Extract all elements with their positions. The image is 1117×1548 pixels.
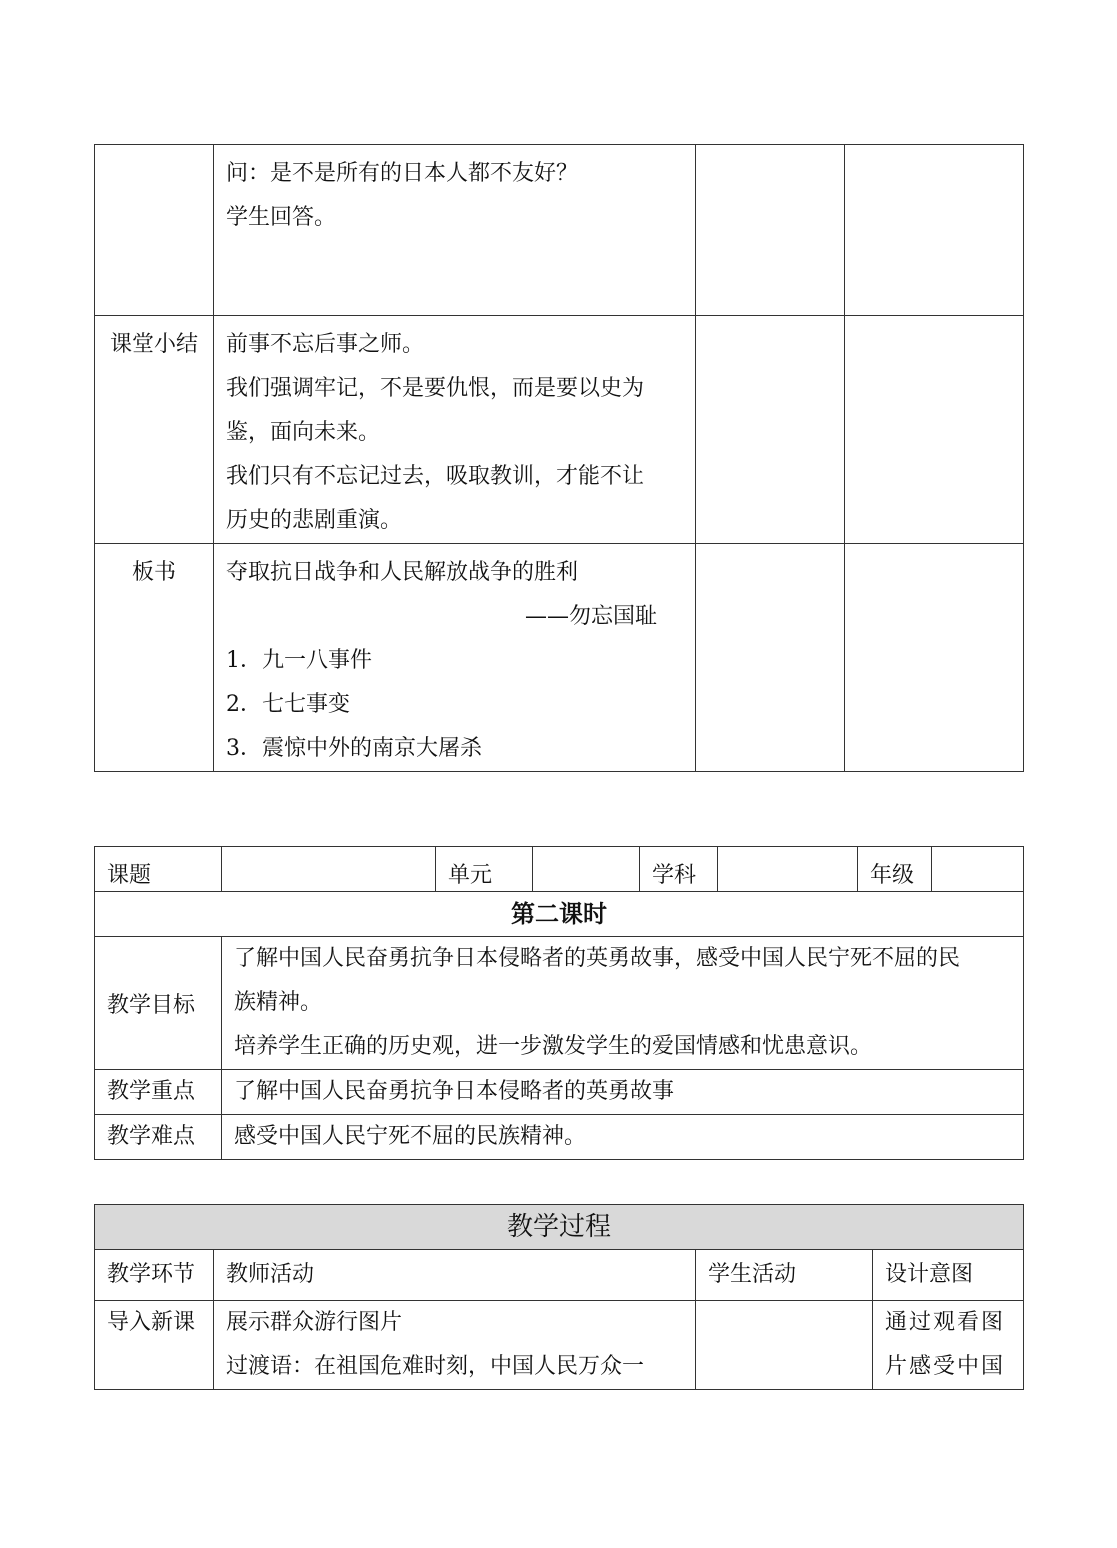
topic-value — [222, 847, 436, 892]
row-label: 课堂小结 — [95, 316, 214, 544]
content-cell — [214, 145, 696, 316]
list-item: 2．七七事变 — [226, 692, 350, 717]
subject-label: 学科 — [640, 847, 718, 892]
table-row — [95, 1070, 1024, 1115]
list-item: 1．九一八事件 — [226, 648, 372, 673]
empty-cell — [696, 544, 845, 772]
text-line: 前事不忘后事之师。 — [226, 332, 425, 357]
row-label: 板书 — [95, 544, 214, 772]
column-header: 教师活动 — [214, 1250, 696, 1301]
blackboard-cell — [214, 544, 696, 772]
text-line: 我们只有不忘记过去，吸取教训，才能不让 — [226, 464, 645, 489]
empty-cell — [845, 316, 1024, 544]
blackboard-subtitle: ——勿忘国耻 — [524, 604, 657, 629]
stage-cell: 导入新课 — [95, 1301, 214, 1390]
text-line: 历史的悲剧重演。 — [226, 508, 403, 533]
difficulties-label: 教学难点 — [95, 1115, 222, 1160]
lesson-plan-table-continued — [94, 144, 1024, 772]
table-row — [95, 937, 1024, 1070]
column-header: 设计意图 — [873, 1250, 1024, 1301]
topic-label: 课题 — [95, 847, 222, 892]
column-header-row — [95, 1250, 1024, 1301]
text-line: 族精神。 — [234, 990, 323, 1015]
goals-label: 教学目标 — [95, 937, 222, 1070]
key-points-label: 教学重点 — [95, 1070, 222, 1115]
subject-value — [718, 847, 858, 892]
table-row — [95, 1115, 1024, 1160]
table-row — [95, 1301, 1024, 1390]
table-row — [95, 544, 1024, 772]
table-row — [95, 145, 1024, 316]
teaching-process-table — [94, 1204, 1024, 1390]
column-header: 学生活动 — [696, 1250, 873, 1301]
empty-cell — [845, 145, 1024, 316]
text-line: 了解中国人民奋勇抗争日本侵略者的英勇故事，感受中国人民宁死不屈的民 — [234, 946, 961, 971]
row-label — [95, 145, 214, 316]
empty-cell — [845, 544, 1024, 772]
empty-cell — [696, 316, 845, 544]
goals-cell — [222, 937, 1024, 1070]
student-activity-cell — [696, 1301, 873, 1390]
teacher-activity-cell — [214, 1301, 696, 1390]
unit-value — [533, 847, 640, 892]
section-title-row — [95, 892, 1024, 937]
text-line: 鉴，面向未来。 — [226, 420, 381, 445]
section-title: 第二课时 — [95, 892, 1024, 937]
text-line: 学生回答。 — [226, 205, 337, 230]
grade-value — [932, 847, 1024, 892]
blackboard-title: 夺取抗日战争和人民解放战争的胜利 — [226, 560, 579, 585]
text-line: 通过观看图 — [885, 1310, 1006, 1335]
title-row — [95, 1205, 1024, 1250]
unit-label: 单元 — [436, 847, 533, 892]
table-row — [95, 316, 1024, 544]
text-line: 我们强调牢记，不是要仇恨，而是要以史为 — [226, 376, 645, 401]
empty-cell — [696, 145, 845, 316]
text-line: 片感受中国 — [885, 1354, 1006, 1379]
text-line: 培养学生正确的历史观，进一步激发学生的爱国情感和忧患意识。 — [234, 1034, 873, 1059]
difficulties-text: 感受中国人民宁死不屈的民族精神。 — [222, 1115, 1024, 1160]
list-item: 3．震惊中外的南京大屠杀 — [226, 736, 482, 761]
text-line: 过渡语：在祖国危难时刻，中国人民万众一 — [226, 1354, 645, 1379]
text-line: 展示群众游行图片 — [226, 1310, 403, 1335]
design-intent-cell — [873, 1301, 1024, 1390]
grade-label: 年级 — [858, 847, 932, 892]
text-line: 问：是不是所有的日本人都不友好？ — [226, 161, 579, 186]
column-header: 教学环节 — [95, 1250, 214, 1301]
process-title: 教学过程 — [95, 1205, 1024, 1250]
key-points-text: 了解中国人民奋勇抗争日本侵略者的英勇故事 — [222, 1070, 1024, 1115]
header-row — [95, 847, 1024, 892]
lesson-info-table — [94, 846, 1024, 1160]
summary-cell — [214, 316, 696, 544]
